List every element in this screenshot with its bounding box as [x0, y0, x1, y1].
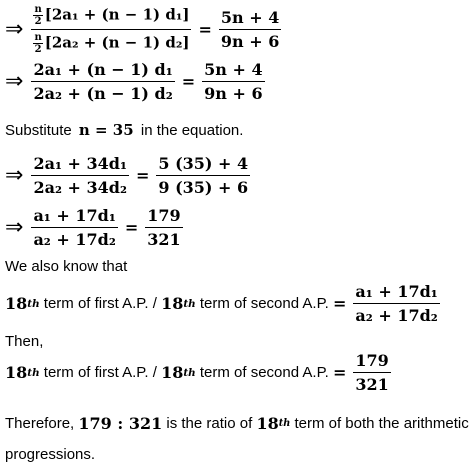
equation-line-1 [5, 4, 281, 55]
conclusion-text-continued: progressions. [5, 446, 96, 463]
conclusion-text: Therefore, 179 : 321 is the ratio of 18 th term of both the arithmetic [5, 414, 469, 433]
implies-arrow: ⇒ [5, 17, 24, 42]
equals-sign: = [333, 363, 347, 382]
equals-sign: = [198, 20, 212, 39]
rhs-fraction: $\frac{5n + 4}{9n + 6}$ [220, 8, 280, 51]
rhs-fraction: $\frac{179}{321}$ [147, 206, 181, 249]
ratio-statement-1: 18 th term of first A.P. / 18 th term of second A.P. = $\frac{\text{a₁ + 17d₁}}{\text{a₂ + 17d₂}}$ [5, 282, 438, 325]
implies-arrow: ⇒ [5, 163, 24, 188]
implies-arrow: ⇒ [5, 69, 24, 94]
rhs-fraction: $\frac{5 (35) + 4}{9 (35) + 6}$ [158, 154, 249, 197]
rhs-fraction: $\frac{5n + 4}{9n + 6}$ [204, 60, 263, 103]
n-over-2: $\frac{n}{2}$ [34, 32, 42, 55]
lhs-fraction: $\frac{\text{a₁ + 17d₁}}{\text{a₂ + 17d₂}}$ [33, 206, 116, 249]
equals-sign: = [181, 72, 196, 91]
equals-sign: = [124, 218, 139, 237]
equation-line-3 [5, 154, 250, 197]
lhs-fraction: $\frac{\text{2a₁ + (n − 1) d₁}}{\text{2a₂ + (n − 1) d₂}}$ [33, 60, 173, 103]
n-over-2: $\frac{n}{2}$ [34, 4, 42, 27]
equation-line-4 [5, 206, 183, 249]
equals-sign: = [135, 166, 150, 185]
substitute-text: Substitute n = 35 in the equation. [5, 121, 244, 139]
then-text: Then, [5, 333, 44, 350]
rhs-fraction: $\frac{179}{321}$ [355, 351, 389, 394]
ratio-statement-2: 18 th term of first A.P. / 18 th term of second A.P. = $\frac{179}{321}$ [5, 351, 389, 394]
equation-line-2 [5, 60, 265, 103]
lhs-fraction: $\frac{n}{2}$ [2a₁ + (n − 1) d₁] $\frac{n}{2}$ [2a₂ + (n − 1) d₂] [31, 4, 191, 55]
rhs-fraction: $\frac{\text{a₁ + 17d₁}}{\text{a₂ + 17d₂}}$ [355, 282, 438, 325]
implies-arrow: ⇒ [5, 215, 24, 240]
lhs-fraction: $\frac{\text{2a₁ + 34d₁}}{\text{2a₂ + 34d₂}}$ [33, 154, 127, 197]
also-know-text: We also know that [5, 258, 128, 275]
equals-sign: = [333, 294, 347, 313]
